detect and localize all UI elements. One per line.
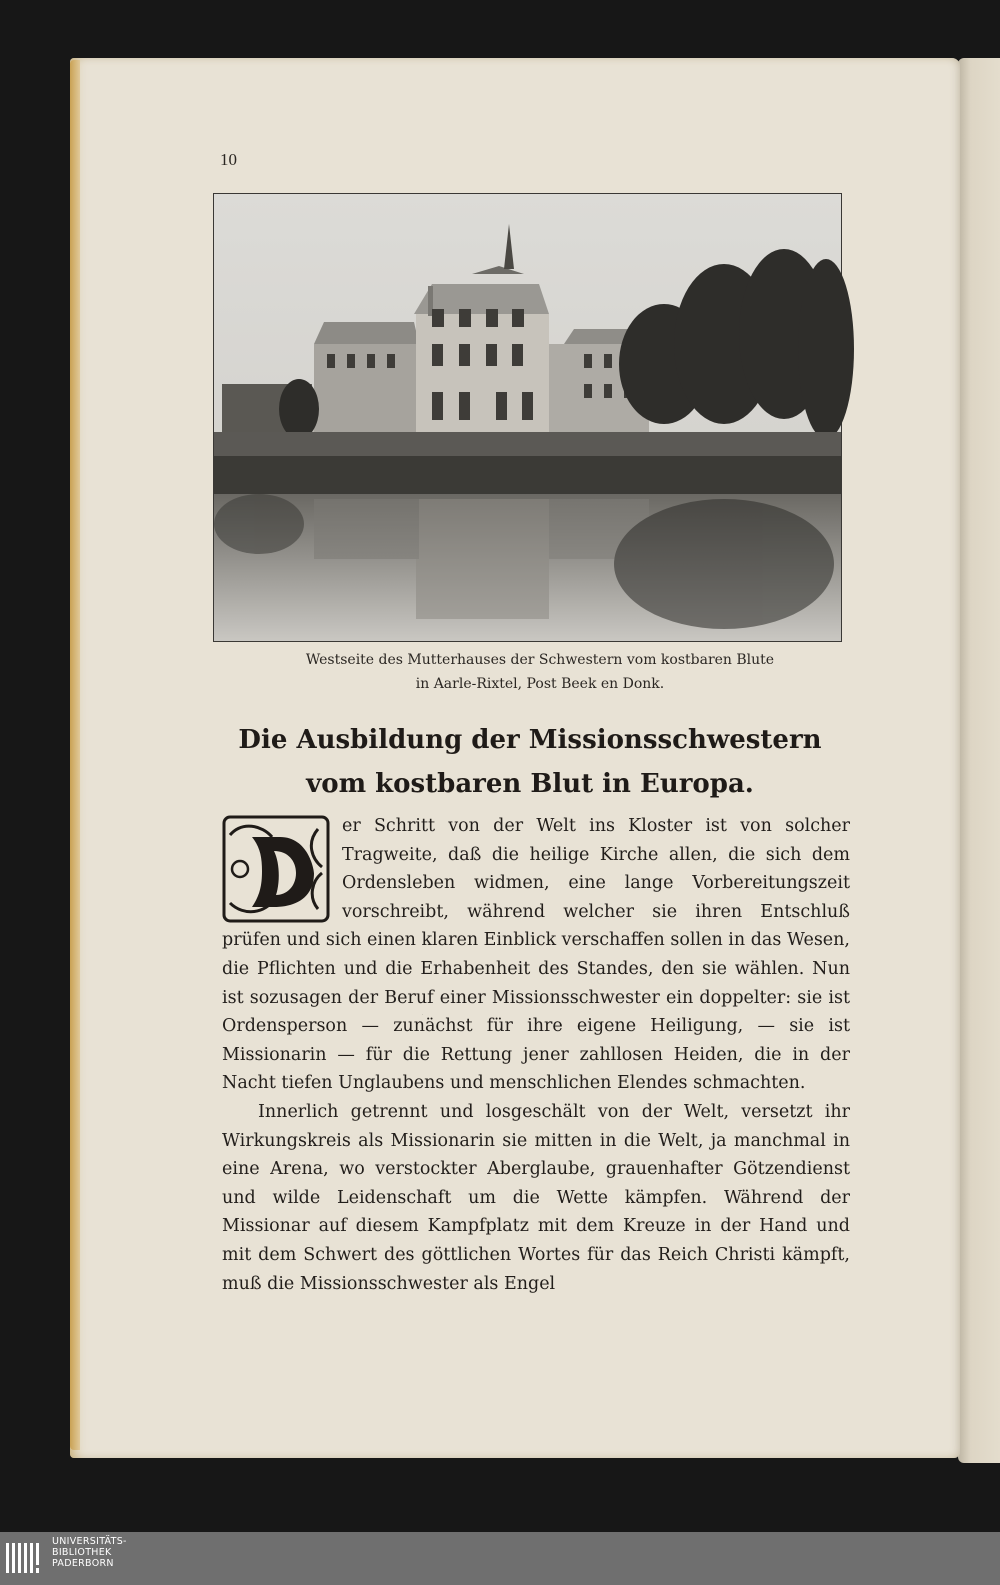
facing-page-edge — [958, 58, 1000, 1463]
heading-line-2: vom kostbaren Blut in Europa. — [306, 769, 754, 799]
library-logo-text — [52, 1536, 252, 1569]
heading-line-1: Die Ausbildung der Missionsschwestern — [238, 725, 822, 755]
logo-line-2: BIBLIOTHEK — [52, 1547, 112, 1558]
section-heading — [180, 718, 880, 806]
body-text — [222, 812, 850, 1298]
logo-line-3: PADERBORN — [52, 1558, 114, 1569]
caption-line-1: Westseite des Mutterhauses der Schwestern vom kostbaren Blute — [305, 652, 775, 668]
logo-line-1: UNIVERSITÄTS- — [52, 1536, 127, 1547]
library-logo-icon — [4, 1537, 48, 1577]
paragraph-2: Innerlich getrennt und losgeschält von der Welt, versetzt ihr Wirkungskreis als Missionarin sie mitten in die Welt, ja manchmal in eine Arena, wo verstockter Aberglaube, grauenhafter Götzendienst und wilde Leidenschaft um die Wette kämpfen. Während der Missionar auf diesem Kampfplatz mit dem Kreuze in der Hand und mit dem Schwert des göttlichen Wortes für das Reich Christi kämpft, muß die Missionsschwester als Engel — [222, 1101, 850, 1294]
photo-mother-house — [213, 193, 842, 642]
dropcap-letter: D — [422, 1015, 423, 1016]
photo-caption — [200, 648, 880, 696]
paragraph-1-text: er Schritt von der Welt ins Kloster ist von solcher Tragweite, daß die heilige Kirche allen, die sich dem Ordensleben widmen, eine lange Vorbereitungszeit vorschreibt, während welcher sie ihren Entschluß prüfen und sich einen klaren Einblick verschaffen sollen in das Wesen, die Pflichten und die Erhabenheit des Standes, den sie wählen. Nun ist sozusagen der Beruf einer Missionsschwester ein doppelter: sie ist Ordensperson — zunächst für ihre eigene Heiligung, — sie ist Missionarin — für die Rettung jener zahllosen Heiden, die in der Nacht tiefen Unglaubens und menschlichen Elendes schmachten. — [222, 816, 850, 1094]
ornamental-initial-icon — [222, 815, 423, 1016]
paragraph-1 — [222, 812, 850, 1098]
page-binding-edge — [70, 60, 80, 1450]
page-number: 10 — [220, 150, 237, 169]
caption-line-2: in Aarle-Rixtel, Post Beek en Donk. — [415, 676, 665, 692]
